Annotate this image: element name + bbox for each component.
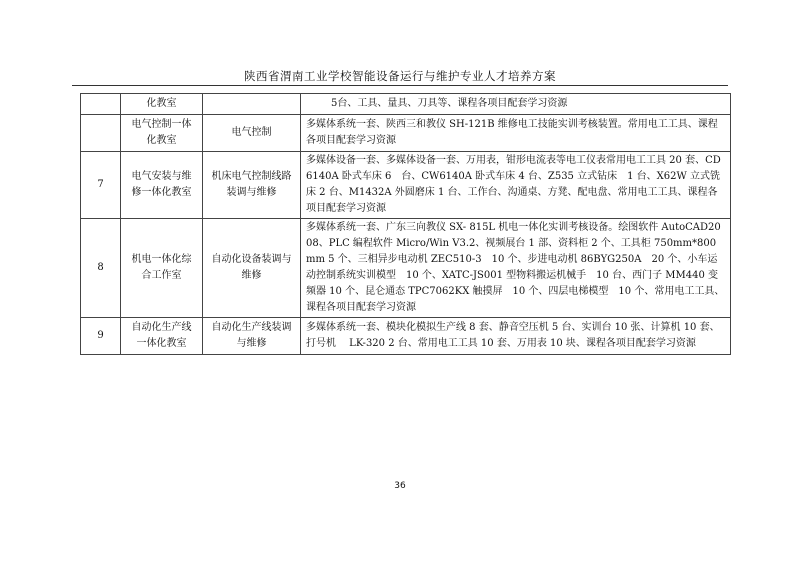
classroom-cell: 电气控制一体化教室 xyxy=(121,115,203,152)
training-item-cell xyxy=(203,94,301,115)
row-number-cell: 7 xyxy=(81,152,121,219)
equipment-cell: 多媒体系统一套、陕西三和教仪 SH-121B 维修电工技能实训考核装置。常用电工工具、课程各项目配套学习资源 xyxy=(301,115,731,152)
table-row xyxy=(81,152,731,219)
table-row xyxy=(81,219,731,318)
classroom-cell: 电气安装与维修一体化教室 xyxy=(121,152,203,219)
training-item-cell: 电气控制 xyxy=(203,115,301,152)
row-number-cell xyxy=(81,94,121,115)
row-number-cell xyxy=(81,115,121,152)
classroom-cell: 化教室 xyxy=(121,94,203,115)
classroom-cell: 机电一体化综合工作室 xyxy=(121,219,203,318)
equipment-cell: 多媒体系统一套、广东三向教仪 SX- 815L 机电一体化实训考核设备。绘图软件 AutoCAD2008、PLC 编程软件 Micro/Win V3.2、视频展台 1 部、资料柜 2 个、工具柜 750mm*800mm 5 个、三相异步电动机 ZEC510-3 10 个、步进电动机 86BYG250A 20 个、小车运动控制系统实训模型 10 个、XATC-JS001 型物料搬运机械手 10 台、西门子 MM440 变频器 10 个、昆仑通态 TPC7062KX 触摸屏 10 个、四层电梯模型 10 个、常用电工工具、课程各项目配套学习资源 xyxy=(301,219,731,318)
row-number-cell: 9 xyxy=(81,318,121,355)
header-divider xyxy=(72,85,728,86)
equipment-cell: 多媒体系统一套、模块化模拟生产线 8 套、静音空压机 5 台、实训台 10 张、计算机 10 套、打号机 LK-320 2 台、常用电工工具 10 套、万用表 10 块、课程各项目配套学习资源 xyxy=(301,318,731,355)
page-number: 36 xyxy=(394,481,406,491)
classroom-cell: 自动化生产线一体化教室 xyxy=(121,318,203,355)
equipment-cell: 多媒体设备一套、多媒体设备一套、万用表，钳形电流表等电工仪表常用电工工具 20 套、CD6140A 卧式车床 6 台、CW6140A 卧式车床 4 台、Z535 立式钻床 1 台、X62W 立式铣床 2 台、M1432A 外圆磨床 1 台、工作台、沟通桌、方凳、配电盘、常用电工工具、课程各项目配套学习资源 xyxy=(301,152,731,219)
training-facilities-table xyxy=(80,93,731,355)
training-item-cell: 机床电气控制线路装调与维修 xyxy=(203,152,301,219)
training-item-cell: 自动化生产线装调与维修 xyxy=(203,318,301,355)
table-row xyxy=(81,115,731,152)
row-number-cell: 8 xyxy=(81,219,121,318)
training-item-cell: 自动化设备装调与维修 xyxy=(203,219,301,318)
equipment-cell: 5台、工具、量具、刀具等、课程各项目配套学习资源 xyxy=(301,94,731,115)
table-row xyxy=(81,318,731,355)
page-header-title: 陕西省渭南工业学校智能设备运行与维护专业人才培养方案 xyxy=(244,69,556,83)
table-row xyxy=(81,94,731,115)
